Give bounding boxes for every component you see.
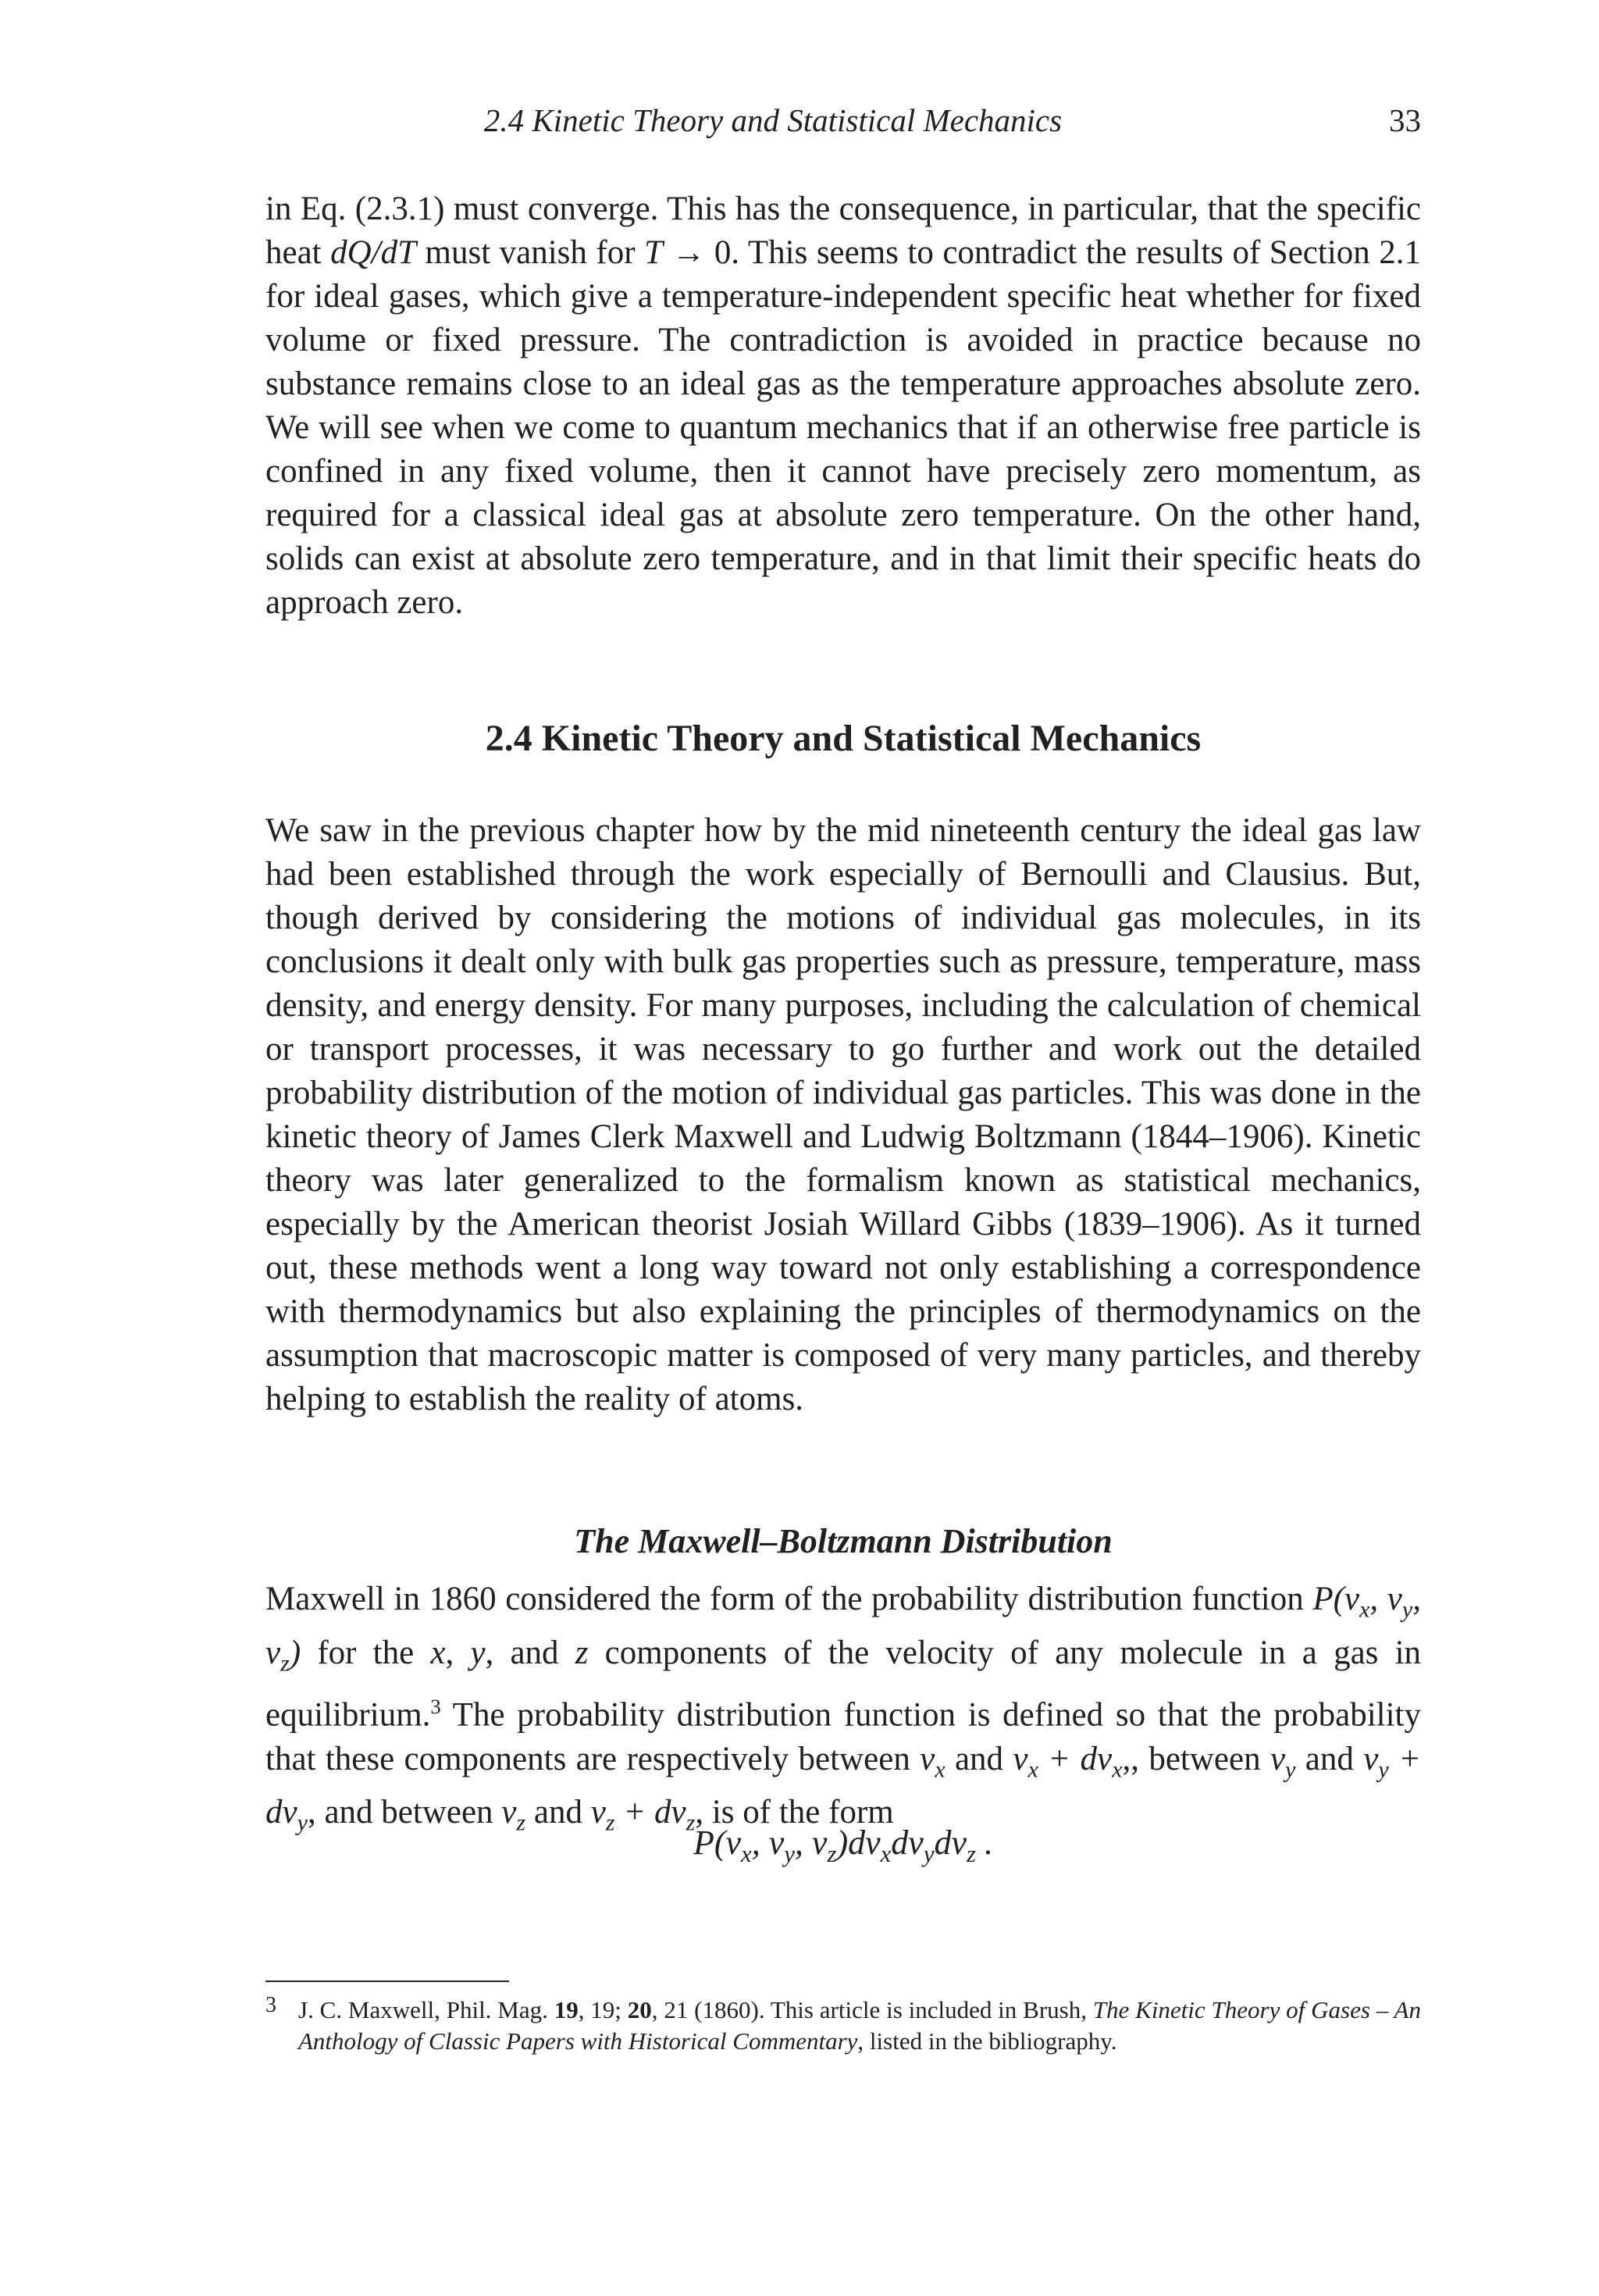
p3-and-1: and <box>945 1740 1013 1777</box>
p3-math-vz-dvz: $v_z + dv_z$ <box>590 1794 696 1836</box>
running-head <box>265 102 1421 148</box>
p3-math-vz: $v_z$ <box>501 1794 526 1836</box>
footnote <box>265 1995 1421 2057</box>
p1-text-2: must vanish for <box>416 234 645 271</box>
p3-math-x: x <box>430 1634 446 1671</box>
p1-text-1: in Eq. (2.3.1) must converge. This has the consequence, in particular, that the specific heat <box>265 191 1421 271</box>
display-equation: $P(v_x$, $v_y$, $v_z)dv_xdv_ydv_z$ . <box>693 1824 994 1867</box>
footnote-rule <box>265 1980 509 1982</box>
p3-math-vx: $v_x$ <box>920 1740 946 1783</box>
footnote-reference: 3 <box>430 1695 441 1719</box>
p3-and-2: and <box>1295 1740 1364 1777</box>
p3-math-vy: $v_y$ <box>1270 1740 1296 1783</box>
paragraph-maxwell-distribution: Maxwell in 1860 considered the form of the probability distribution function $P(v_x$, $v_y$, $v_z$) for the x, y, and z components of the velocity of any molecule in a gas in equilibrium.$^3$ The probability distribution function is defined so that the probability that these components are respectively between $v_x$ and $v_x + dv_x$,, between $v_y$ and $v_y + dv_y$, and between $v_z$ and $v_z + dv_z$, is of the form <box>265 1581 1422 1836</box>
p3-math-pfunc: $P(v_x$, $v_y$, $v_z$) <box>265 1581 1421 1677</box>
p3-math-vx-dvx: $v_x + dv_x$ <box>1013 1740 1123 1783</box>
footnote-book-title: The Kinetic Theory of Gases – An Anthology of Classic Papers with Historical Commentary <box>298 1996 1421 2055</box>
p1-math-t: T <box>644 234 663 271</box>
p3-and-3: and <box>525 1794 591 1831</box>
p3-text-9: , is of the form <box>695 1794 894 1831</box>
subsection-heading: The Maxwell–Boltzmann Distribution <box>574 1522 1113 1560</box>
p3-math-z: z <box>575 1634 589 1671</box>
footnote-mark: 3 <box>265 1993 276 2017</box>
p3-text-7: , between <box>1131 1740 1270 1777</box>
p3-math-y: y <box>470 1634 486 1671</box>
paragraph-kinetic-theory: We saw in the previous chapter how by the mid nineteenth century the ideal gas law had been established through the work especially of Bernoulli and Clausius. But, though derived by considering the motions of individual gas molecules, in its conclusions it dealt only with bulk gas properties such as pressure, temperature, mass density, and energy density. For many purposes, including the calculation of chemical or transport processes, it was necessary to go further and work out the detailed probability distribution of the motion of individual gas particles. This was done in the kinetic theory of James Clerk Maxwell and Ludwig Boltzmann (1844–1906). Kinetic theory was later generalized to the formalism known as statistical mechanics, especially by the American theorist Josiah Willard Gibbs (1839–1906). As it turned out, these methods went a long way toward not only establishing a correspondence with thermodynamics but also explaining the principles of thermodynamics on the assumption that macroscopic matter is composed of very many particles, and thereby helping to establish the reality of atoms. <box>265 812 1421 1417</box>
p3-text-2: for the <box>301 1634 431 1671</box>
p3-text-8: , and between <box>307 1794 502 1831</box>
p3-text-3: , <box>445 1634 471 1671</box>
p3-text-5: components of the velocity of any molecule in a gas in equilibrium. <box>265 1634 1422 1734</box>
footnote-text: J. C. Maxwell, Phil. Mag. 19, 19; 20, 21 (1860). This article is included in Brush, The Kinetic Theory of Gases – An Anthology of Classic Papers with Historical Commentary, listed in the bibliography. <box>298 1996 1421 2055</box>
p3-text-6: The probability distribution function is defined so that the probability that these components are respectively between <box>265 1696 1421 1777</box>
p1-math-dqdt: dQ/dT <box>330 234 417 271</box>
section-heading: 2.4 Kinetic Theory and Statistical Mechanics <box>485 718 1202 759</box>
p1-arrow: → <box>662 234 714 271</box>
p1-text-3: 0. This seems to contradict the results of Section 2.1 for ideal gases, which give a temperature-independent specific heat whether for fixed volume or fixed pressure. The contradiction is avoided in practice because no substance remains close to an ideal gas as the temperature approaches absolute zero. We will see when we come to quantum mechanics that if an otherwise free particle is confined in any fixed volume, then it cannot have precisely zero momentum, as required for a classical ideal gas at absolute zero temperature. On the other hand, solids can exist at absolute zero temperature, and in that limit their specific heats do approach zero. <box>265 234 1422 621</box>
running-title: 2.4 Kinetic Theory and Statistical Mechanics <box>483 102 1063 138</box>
p3-text-4: , and <box>485 1634 575 1671</box>
paragraph-specific-heat <box>265 187 1421 625</box>
p3-text-1: Maxwell in 1860 considered the form of the probability distribution function <box>265 1581 1313 1617</box>
page-number: 33 <box>1389 102 1421 138</box>
p3-math-vy-dvy: $v_y + dv_y$ <box>265 1740 1421 1836</box>
